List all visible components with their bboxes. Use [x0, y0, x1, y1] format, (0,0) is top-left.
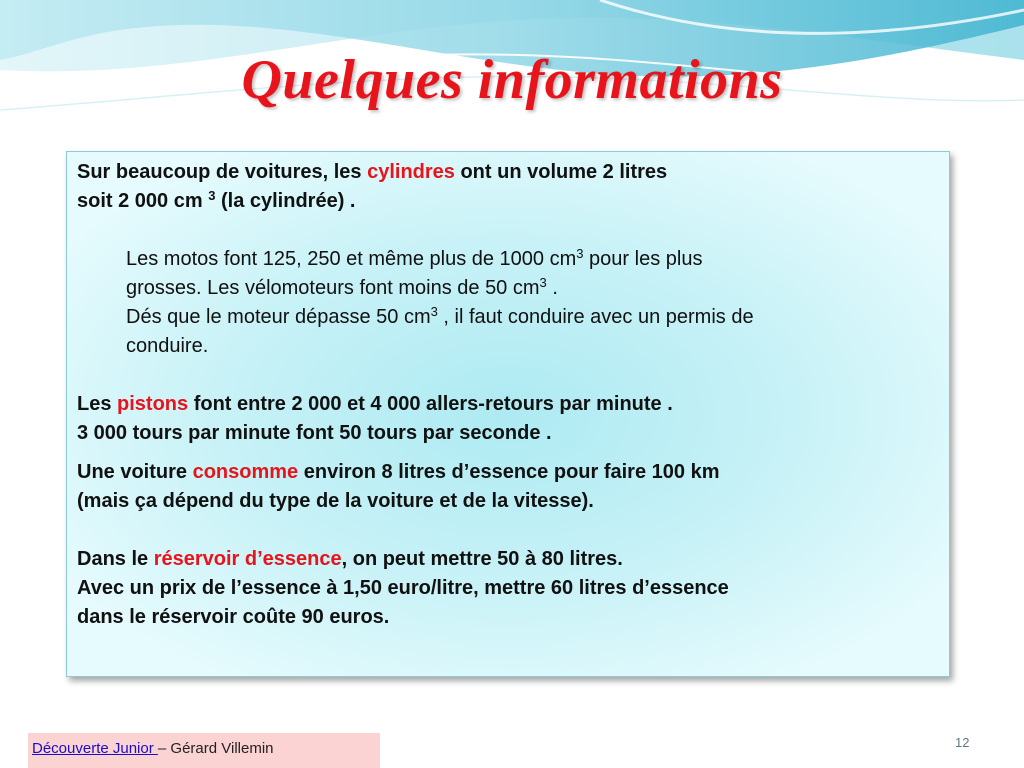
- pistons-line-2: 3 000 tours par minute font 50 tours par seconde .: [77, 422, 552, 444]
- decouverte-junior-link[interactable]: Découverte Junior: [32, 740, 158, 757]
- page-number: 12: [955, 735, 970, 750]
- motos-line-1: Les motos font 125, 250 et même plus de 1000 $cm^3$ pour les plus: [126, 246, 703, 270]
- keyword-consomme: consomme: [192, 461, 299, 483]
- keyword-reservoir: réservoir d’essence: [153, 548, 342, 570]
- cylindres-line-2: soit 2 000 cm $^3$ (la cylindrée) .: [77, 188, 356, 212]
- consommation-line-2: (mais ça dépend du type de la voiture et de la vitesse).: [77, 490, 594, 512]
- reservoir-line-1: Dans le réservoir d’essence, on peut mettre 50 à 80 litres.: [77, 548, 623, 570]
- keyword-cylindres: cylindres: [367, 161, 455, 183]
- footer-author: – Gérard Villemin: [157, 740, 274, 757]
- keyword-pistons: pistons: [117, 393, 189, 415]
- motos-line-2: grosses. Les vélomoteurs font moins de 50 $cm^3$ .: [126, 275, 558, 299]
- consommation-line-1: Une voiture consomme environ 8 litres d’essence pour faire 100 km: [77, 461, 720, 483]
- motos-line-3: Dés que le moteur dépasse 50 $cm^3$ , il faut conduire avec un permis de: [126, 304, 754, 328]
- pistons-line-1: Les pistons font entre 2 000 et 4 000 allers-retours par minute .: [77, 393, 673, 415]
- content-box: [66, 151, 950, 677]
- reservoir-line-3: dans le réservoir coûte 90 euros.: [77, 606, 390, 628]
- slide-title: Quelques informations: [241, 49, 783, 111]
- reservoir-line-2: Avec un prix de l’essence à 1,50 euro/litre, mettre 60 litres d’essence: [77, 577, 729, 599]
- footer-credit: [28, 733, 380, 768]
- motos-line-4: conduire.: [126, 335, 209, 357]
- cylindres-line-1: Sur beaucoup de voitures, les cylindres ont un volume 2 litres: [77, 161, 668, 183]
